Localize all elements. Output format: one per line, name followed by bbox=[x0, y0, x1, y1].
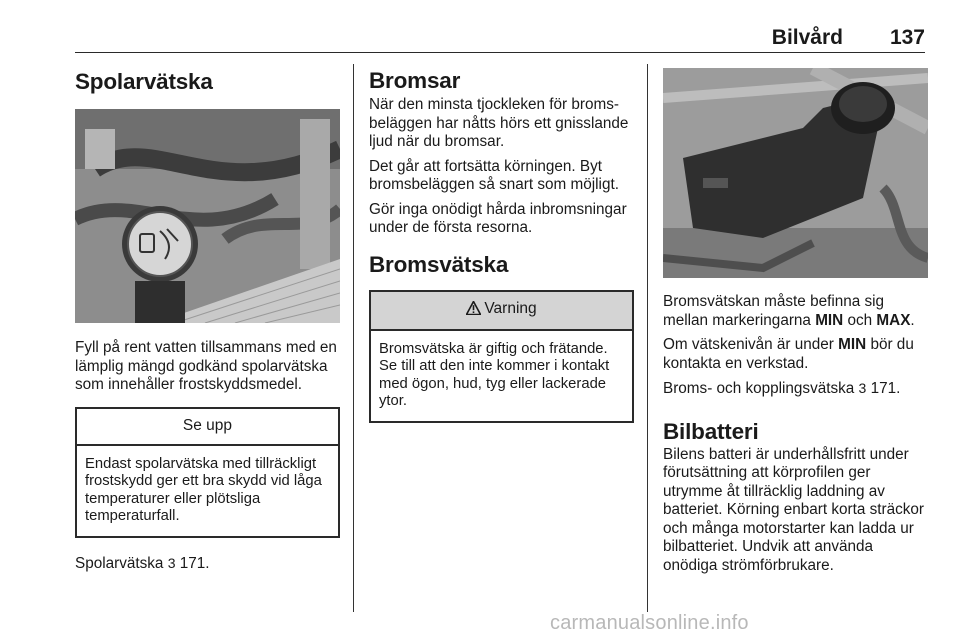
heading-brakes: Bromsar bbox=[369, 68, 461, 93]
column-brakes bbox=[369, 62, 634, 423]
caution-text: Endast spolarvätska med tillräckligt frostskydd ger ett bra skydd vid låga temperaturer eller plötsliga temperaturfall. bbox=[85, 455, 322, 524]
page-header bbox=[75, 22, 925, 53]
brake-fluid-reference: Broms- och kopplingsvätska 3 171. bbox=[663, 380, 901, 397]
column-divider bbox=[647, 64, 648, 612]
column-brake-fluid-battery bbox=[663, 68, 928, 581]
page-number: 137 bbox=[889, 26, 925, 49]
washer-fluid-reference: Spolarvätska 3 171. bbox=[75, 554, 210, 572]
brake-fluid-low-paragraph: Om vätskenivån är under MIN bör du kontakta en verkstad. bbox=[663, 336, 914, 372]
brakes-paragraph-2: Det går att fortsätta körningen. Byt bromsbeläggen så snart som möjligt. bbox=[369, 157, 619, 193]
heading-battery: Bilbatteri bbox=[663, 418, 759, 444]
column-divider bbox=[353, 64, 354, 612]
brakes-paragraph-1: När den minsta tjockleken för bromsbeläggen har nåtts hörs ett gnisslande ljud när du bromsar. bbox=[369, 96, 629, 150]
engine-bay-illustration bbox=[75, 109, 340, 323]
brake-fluid-photo bbox=[663, 68, 928, 278]
washer-fluid-photo bbox=[75, 109, 340, 323]
caution-box bbox=[75, 407, 340, 538]
brake-fluid-level-paragraph: Bromsvätskan måste befinna sig mellan markeringarna MIN och MAX. bbox=[663, 293, 915, 329]
brakes-paragraph-3: Gör inga onödigt hårda inbromsningar under de första resorna. bbox=[369, 200, 627, 236]
page-ref-arrow-icon: 3 bbox=[167, 554, 176, 571]
heading-brake-fluid: Bromsvätska bbox=[369, 251, 509, 277]
caution-heading: Se upp bbox=[77, 409, 338, 446]
warning-text: Bromsvätska är giftig och frätande. Se till att den inte kommer i kontakt med ögon, hud, tyg eller lackerade ytor. bbox=[379, 340, 610, 409]
warning-triangle-icon bbox=[466, 301, 481, 320]
washer-fluid-paragraph: Fyll på rent vatten tillsammans med en lämplig mängd godkänd spolarvätska som innehåller frostskyddsmedel. bbox=[75, 339, 337, 393]
column-washer-fluid bbox=[75, 62, 340, 579]
page-ref-link[interactable]: 171. bbox=[179, 554, 210, 572]
section-title: Bilvård bbox=[771, 26, 843, 49]
page-ref-link[interactable]: 171. bbox=[870, 380, 901, 397]
page-ref-arrow-icon: 3 bbox=[858, 380, 867, 396]
watermark: carmanualsonline.info bbox=[550, 612, 749, 634]
warning-box bbox=[369, 290, 634, 423]
brake-reservoir-illustration bbox=[663, 68, 928, 278]
warning-heading: Varning bbox=[371, 292, 632, 331]
battery-paragraph: Bilens batteri är underhållsfritt under förutsättning att körprofilen ger utrymme åt tillräcklig laddning av batteriet. Körning enbart korta sträckor och många motorstarter kan ladda ur bilbatteriet. Undvik att använda onödiga strömförbrukare. bbox=[663, 445, 925, 574]
heading-washer-fluid: Spolarvätska bbox=[75, 69, 213, 94]
